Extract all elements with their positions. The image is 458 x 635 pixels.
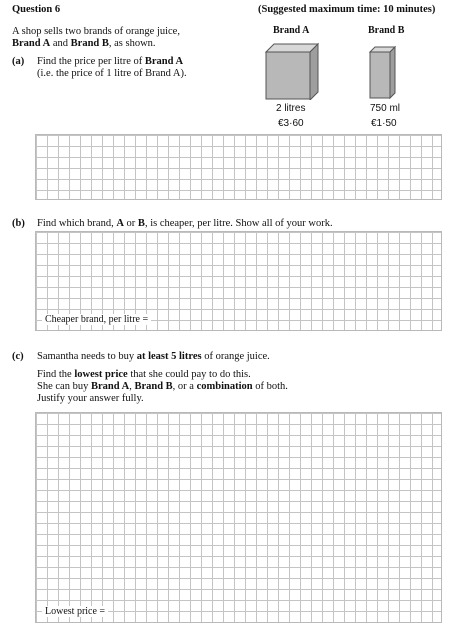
brand-b-price: €1·50 — [371, 118, 397, 129]
part-c-line-2-bold: lowest price — [74, 369, 128, 380]
part-a-line-1 — [37, 56, 183, 67]
part-c-line-1 — [37, 351, 270, 362]
time-note: (Suggested maximum time: 10 minutes) — [258, 4, 436, 15]
part-c-line-3-b: Brand B — [134, 381, 173, 392]
intro-line-2 — [12, 38, 156, 49]
part-b-b: B — [137, 218, 145, 229]
brand-b-carton-icon — [367, 44, 399, 100]
part-a-line-2: (i.e. the price of 1 litre of Brand A). — [37, 68, 187, 79]
part-b-text-suffix: , is cheaper, per litre. Show all of your work. — [144, 218, 333, 229]
part-c-line-3-a: Brand A — [90, 381, 130, 392]
answer-grid-c[interactable] — [35, 412, 442, 623]
part-c-line-3-bold: combination — [196, 381, 253, 392]
part-a-label: (a) — [12, 56, 25, 67]
part-c-line-4: Justify your answer fully. — [37, 393, 144, 404]
brand-a-header: Brand A — [273, 25, 310, 36]
part-c-line-3-comma: , — [129, 381, 132, 392]
brand-a-carton-icon — [262, 40, 322, 100]
intro-and: and — [52, 38, 69, 49]
part-b-label: (b) — [12, 218, 25, 229]
intro-brand-b: Brand B — [70, 38, 109, 49]
brand-b-header: Brand B — [368, 25, 405, 36]
part-c-line-2 — [37, 369, 251, 380]
answer-grid-a[interactable] — [35, 134, 442, 200]
part-b-answer-label: Cheaper brand, per litre = — [42, 314, 151, 325]
part-b-text-prefix: Find which brand, — [37, 218, 114, 229]
part-c-line-3-mid: , or a — [172, 381, 194, 392]
intro-suffix: , as shown. — [108, 38, 156, 49]
brand-b-volume: 750 ml — [370, 103, 401, 114]
part-b-a: A — [116, 218, 124, 229]
part-a-line-1-prefix: Find the price per litre of — [37, 56, 143, 67]
part-c-line-2-prefix: Find the — [37, 369, 72, 380]
question-title: Question 6 — [12, 4, 61, 15]
brand-a-volume: 2 litres — [276, 103, 306, 114]
intro-line-1: A shop sells two brands of orange juice, — [12, 26, 180, 37]
part-c-line-1-suffix: of orange juice. — [204, 351, 270, 362]
part-b-text — [37, 218, 333, 229]
part-c-answer-label: Lowest price = — [42, 606, 108, 617]
part-c-line-3 — [37, 381, 288, 392]
brand-a-price: €3·60 — [278, 118, 304, 129]
part-c-line-2-suffix: that she could pay to do this. — [130, 369, 251, 380]
part-c-line-1-prefix: Samantha needs to buy — [37, 351, 135, 362]
intro-brand-a: Brand A — [12, 38, 51, 49]
part-a-line-1-brand: Brand A — [144, 56, 184, 67]
part-b-or: or — [126, 218, 136, 229]
part-c-label: (c) — [12, 351, 24, 362]
part-c-line-3-prefix: She can buy — [37, 381, 89, 392]
part-c-line-3-suffix: of both. — [255, 381, 288, 392]
part-c-line-1-bold: at least 5 litres — [136, 351, 202, 362]
